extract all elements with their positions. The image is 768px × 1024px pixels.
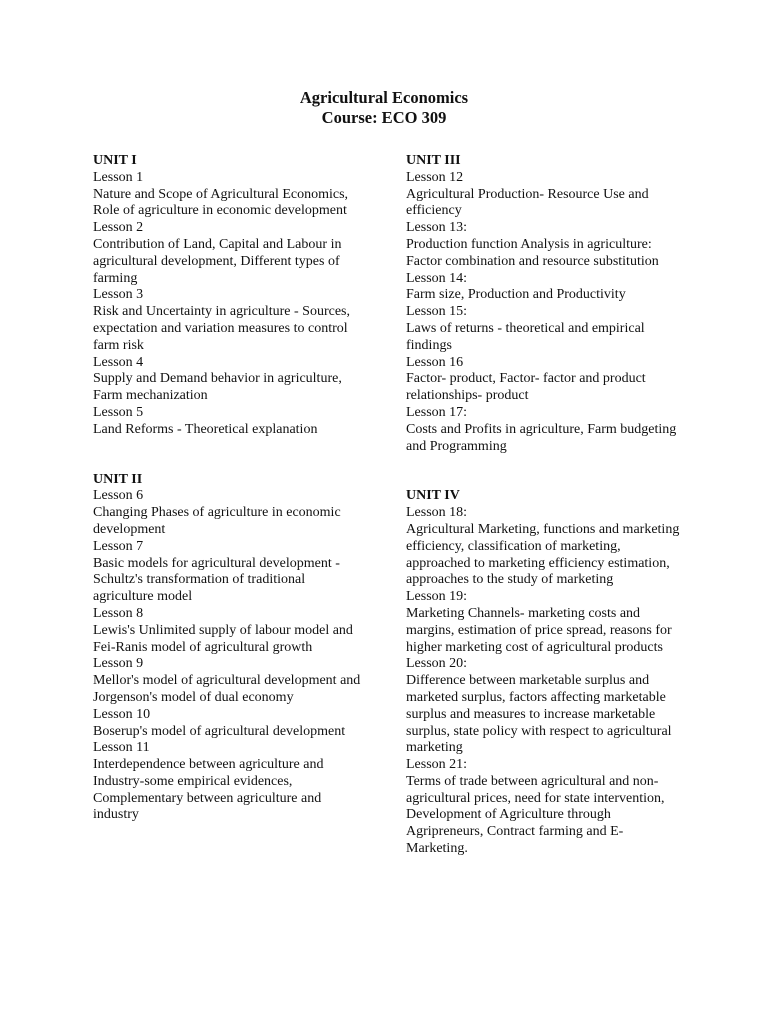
lesson-label: Lesson 17:: [406, 404, 468, 420]
lesson-description: Laws of returns - theoretical and empirical findings: [406, 320, 645, 353]
lesson-description: Risk and Uncertainty in agriculture - Sources, expectation and variation measures to control farm risk: [93, 304, 350, 353]
lesson-description: Lewis's Unlimited supply of labour model and Fei-Ranis model of agricultural growth: [93, 622, 353, 655]
lesson-label: Lesson 9: [93, 656, 144, 672]
lesson-description: Land Reforms - Theoretical explanation: [93, 421, 318, 437]
lesson-label: Lesson 6: [93, 488, 144, 504]
lesson-description: Interdependence between agriculture and Industry-some empirical evidences, Complementary between agriculture and industry: [93, 757, 324, 823]
unit-title: UNIT I: [93, 153, 137, 168]
lesson-description: Changing Phases of agriculture in economic development: [93, 505, 341, 537]
lesson-description: Basic models for agricultural development - Schultz's transformation of traditional agriculture model: [93, 555, 340, 605]
unit-section: [93, 472, 361, 825]
lesson-description: Agricultural Marketing, functions and marketing efficiency, classification of marketing, approached to marketing efficiency estimation, approaches to the study of marketing: [406, 521, 680, 588]
left-column: [93, 153, 361, 824]
lesson-label: Lesson 4: [93, 354, 144, 370]
lesson-label: Lesson 5: [93, 404, 144, 420]
unit-spacer: [93, 439, 361, 472]
lesson-description: Costs and Profits in agriculture, Farm budgeting and Programming: [406, 421, 677, 454]
lesson-label: Lesson 8: [93, 605, 144, 621]
lesson-label: Lesson 12: [406, 169, 464, 185]
lesson-label: Lesson 18:: [406, 505, 468, 521]
page-title: Agricultural Economics: [299, 88, 469, 107]
unit-section: [406, 488, 682, 858]
lesson-description: Factor- product, Factor- factor and product relationships- product: [406, 371, 646, 404]
lesson-label: Lesson 15:: [406, 304, 468, 320]
lesson-description: Agricultural Production- Resource Use and efficiency: [406, 186, 649, 219]
lesson-label: Lesson 20:: [406, 656, 468, 672]
lesson-description: Difference between marketable surplus and marketed surplus, factors affecting marketable surplus and measures to increase marketable surplus, state policy with respect to agricultural marketing: [406, 673, 672, 756]
lesson-description: Supply and Demand behavior in agriculture, Farm mechanization: [93, 371, 342, 404]
lesson-description: Production function Analysis in agriculture: Factor combination and resource substitution: [406, 236, 659, 269]
lesson-label: Lesson 10: [93, 706, 151, 722]
lesson-label: Lesson 3: [93, 287, 144, 303]
page-header: [0, 88, 768, 128]
course-code: Course: ECO 309: [321, 108, 447, 127]
lesson-description: Farm size, Production and Productivity: [406, 287, 626, 303]
lesson-description: Terms of trade between agricultural and non-agricultural prices, need for state intervention, Development of Agriculture through Agripreneurs, Contract farming and E-Marketing.: [406, 773, 665, 857]
lesson-label: Lesson 11: [93, 740, 150, 756]
lesson-label: Lesson 16: [406, 354, 464, 370]
lesson-label: Lesson 1: [93, 169, 144, 185]
lesson-description: Nature and Scope of Agricultural Economics, Role of agriculture in economic development: [93, 186, 349, 219]
lesson-label: Lesson 13:: [406, 220, 468, 236]
unit-section: [406, 153, 682, 455]
lesson-label: Lesson 2: [93, 220, 144, 236]
lesson-label: Lesson 7: [93, 538, 144, 554]
lesson-label: Lesson 14:: [406, 270, 468, 286]
lesson-description: Contribution of Land, Capital and Labour in agricultural development, Different types of farming: [93, 236, 342, 286]
lesson-description: Boserup's model of agricultural development: [93, 723, 346, 739]
unit-title: UNIT II: [93, 471, 143, 487]
lesson-label: Lesson 19:: [406, 589, 468, 605]
unit-spacer: [406, 455, 682, 488]
unit-section: [93, 153, 361, 439]
unit-title: UNIT III: [406, 153, 461, 168]
unit-title: UNIT IV: [406, 488, 460, 504]
right-column: [406, 153, 682, 858]
lesson-label: Lesson 21:: [406, 757, 468, 773]
lesson-description: Mellor's model of agricultural development and Jorgenson's model of dual economy: [93, 673, 361, 705]
lesson-description: Marketing Channels- marketing costs and margins, estimation of price spread, reasons for higher marketing cost of agricultural products: [406, 605, 672, 655]
